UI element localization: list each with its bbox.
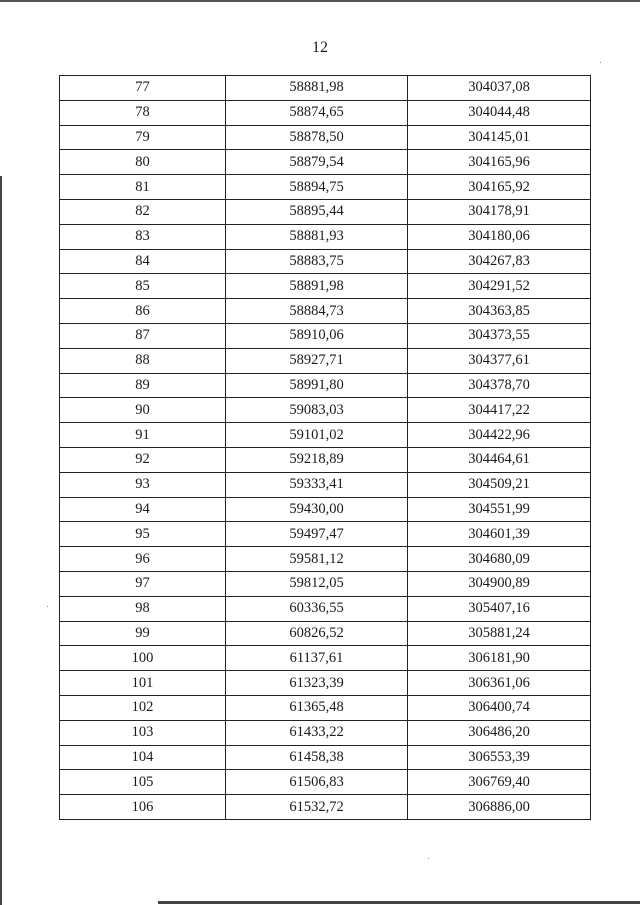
point-number-cell: 92 <box>60 447 226 472</box>
x-coordinate-cell: 59218,89 <box>226 447 408 472</box>
point-number-cell: 101 <box>60 671 226 696</box>
table-row <box>60 646 591 671</box>
table-row <box>60 472 591 497</box>
coordinates-table-body <box>60 76 591 820</box>
y-coordinate-cell: 306181,90 <box>408 646 591 671</box>
y-coordinate-cell: 306553,39 <box>408 745 591 770</box>
point-number-cell: 106 <box>60 795 226 820</box>
point-number-cell: 83 <box>60 224 226 249</box>
table-row <box>60 100 591 125</box>
table-row <box>60 447 591 472</box>
point-number-cell: 100 <box>60 646 226 671</box>
point-number-cell: 102 <box>60 695 226 720</box>
page-number: 12 <box>312 39 328 56</box>
y-coordinate-cell: 304680,09 <box>408 547 591 572</box>
point-number-cell: 105 <box>60 770 226 795</box>
x-coordinate-cell: 59333,41 <box>226 472 408 497</box>
y-coordinate-cell: 304291,52 <box>408 274 591 299</box>
y-coordinate-cell: 304551,99 <box>408 497 591 522</box>
x-coordinate-cell: 58881,93 <box>226 224 408 249</box>
table-row <box>60 522 591 547</box>
x-coordinate-cell: 58894,75 <box>226 175 408 200</box>
point-number-cell: 103 <box>60 720 226 745</box>
table-row <box>60 398 591 423</box>
scan-speck <box>47 606 48 607</box>
x-coordinate-cell: 61365,48 <box>226 695 408 720</box>
y-coordinate-cell: 305881,24 <box>408 621 591 646</box>
point-number-cell: 93 <box>60 472 226 497</box>
y-coordinate-cell: 304417,22 <box>408 398 591 423</box>
table-row <box>60 695 591 720</box>
y-coordinate-cell: 306886,00 <box>408 795 591 820</box>
y-coordinate-cell: 304601,39 <box>408 522 591 547</box>
y-coordinate-cell: 306400,74 <box>408 695 591 720</box>
y-coordinate-cell: 304044,48 <box>408 100 591 125</box>
y-coordinate-cell: 304165,92 <box>408 175 591 200</box>
y-coordinate-cell: 306361,06 <box>408 671 591 696</box>
x-coordinate-cell: 61137,61 <box>226 646 408 671</box>
y-coordinate-cell: 304180,06 <box>408 224 591 249</box>
point-number-cell: 81 <box>60 175 226 200</box>
x-coordinate-cell: 58884,73 <box>226 299 408 324</box>
table-row <box>60 199 591 224</box>
y-coordinate-cell: 304377,61 <box>408 348 591 373</box>
y-coordinate-cell: 304900,89 <box>408 571 591 596</box>
y-coordinate-cell: 304037,08 <box>408 76 591 101</box>
table-row <box>60 671 591 696</box>
table-row <box>60 76 591 101</box>
scan-speck <box>428 858 429 859</box>
y-coordinate-cell: 304373,55 <box>408 323 591 348</box>
table-row <box>60 175 591 200</box>
scan-edge-left <box>0 176 2 905</box>
point-number-cell: 88 <box>60 348 226 373</box>
x-coordinate-cell: 61506,83 <box>226 770 408 795</box>
scan-speck <box>600 62 601 63</box>
x-coordinate-cell: 58878,50 <box>226 125 408 150</box>
point-number-cell: 95 <box>60 522 226 547</box>
y-coordinate-cell: 304378,70 <box>408 373 591 398</box>
point-number-cell: 96 <box>60 547 226 572</box>
point-number-cell: 82 <box>60 199 226 224</box>
x-coordinate-cell: 58891,98 <box>226 274 408 299</box>
y-coordinate-cell: 304509,21 <box>408 472 591 497</box>
point-number-cell: 87 <box>60 323 226 348</box>
table-row <box>60 423 591 448</box>
x-coordinate-cell: 59812,05 <box>226 571 408 596</box>
table-row <box>60 770 591 795</box>
x-coordinate-cell: 58881,98 <box>226 76 408 101</box>
point-number-cell: 90 <box>60 398 226 423</box>
y-coordinate-cell: 306486,20 <box>408 720 591 745</box>
point-number-cell: 99 <box>60 621 226 646</box>
point-number-cell: 77 <box>60 76 226 101</box>
table-row <box>60 795 591 820</box>
table-row <box>60 596 591 621</box>
x-coordinate-cell: 59430,00 <box>226 497 408 522</box>
table-row <box>60 547 591 572</box>
x-coordinate-cell: 58879,54 <box>226 150 408 175</box>
table-row <box>60 125 591 150</box>
point-number-cell: 79 <box>60 125 226 150</box>
x-coordinate-cell: 61458,38 <box>226 745 408 770</box>
table-row <box>60 224 591 249</box>
point-number-cell: 84 <box>60 249 226 274</box>
y-coordinate-cell: 304363,85 <box>408 299 591 324</box>
y-coordinate-cell: 304267,83 <box>408 249 591 274</box>
x-coordinate-cell: 60336,55 <box>226 596 408 621</box>
table-row <box>60 745 591 770</box>
table-row <box>60 150 591 175</box>
y-coordinate-cell: 304165,96 <box>408 150 591 175</box>
point-number-cell: 97 <box>60 571 226 596</box>
x-coordinate-cell: 58874,65 <box>226 100 408 125</box>
table-row <box>60 497 591 522</box>
x-coordinate-cell: 59083,03 <box>226 398 408 423</box>
point-number-cell: 80 <box>60 150 226 175</box>
y-coordinate-cell: 305407,16 <box>408 596 591 621</box>
x-coordinate-cell: 59581,12 <box>226 547 408 572</box>
point-number-cell: 94 <box>60 497 226 522</box>
table-row <box>60 249 591 274</box>
x-coordinate-cell: 58927,71 <box>226 348 408 373</box>
x-coordinate-cell: 58883,75 <box>226 249 408 274</box>
x-coordinate-cell: 58910,06 <box>226 323 408 348</box>
point-number-cell: 86 <box>60 299 226 324</box>
x-coordinate-cell: 58895,44 <box>226 199 408 224</box>
x-coordinate-cell: 61433,22 <box>226 720 408 745</box>
coordinates-table <box>59 75 591 820</box>
point-number-cell: 85 <box>60 274 226 299</box>
y-coordinate-cell: 304178,91 <box>408 199 591 224</box>
point-number-cell: 98 <box>60 596 226 621</box>
scan-edge-bottom <box>158 901 640 904</box>
y-coordinate-cell: 304464,61 <box>408 447 591 472</box>
x-coordinate-cell: 61532,72 <box>226 795 408 820</box>
x-coordinate-cell: 59497,47 <box>226 522 408 547</box>
scan-edge-top <box>0 0 640 2</box>
y-coordinate-cell: 304145,01 <box>408 125 591 150</box>
table-row <box>60 323 591 348</box>
x-coordinate-cell: 61323,39 <box>226 671 408 696</box>
point-number-cell: 89 <box>60 373 226 398</box>
y-coordinate-cell: 304422,96 <box>408 423 591 448</box>
point-number-cell: 104 <box>60 745 226 770</box>
x-coordinate-cell: 58991,80 <box>226 373 408 398</box>
point-number-cell: 78 <box>60 100 226 125</box>
point-number-cell: 91 <box>60 423 226 448</box>
table-row <box>60 348 591 373</box>
table-row <box>60 274 591 299</box>
table-row <box>60 720 591 745</box>
table-row <box>60 571 591 596</box>
table-row <box>60 621 591 646</box>
table-row <box>60 299 591 324</box>
y-coordinate-cell: 306769,40 <box>408 770 591 795</box>
x-coordinate-cell: 60826,52 <box>226 621 408 646</box>
x-coordinate-cell: 59101,02 <box>226 423 408 448</box>
table-row <box>60 373 591 398</box>
